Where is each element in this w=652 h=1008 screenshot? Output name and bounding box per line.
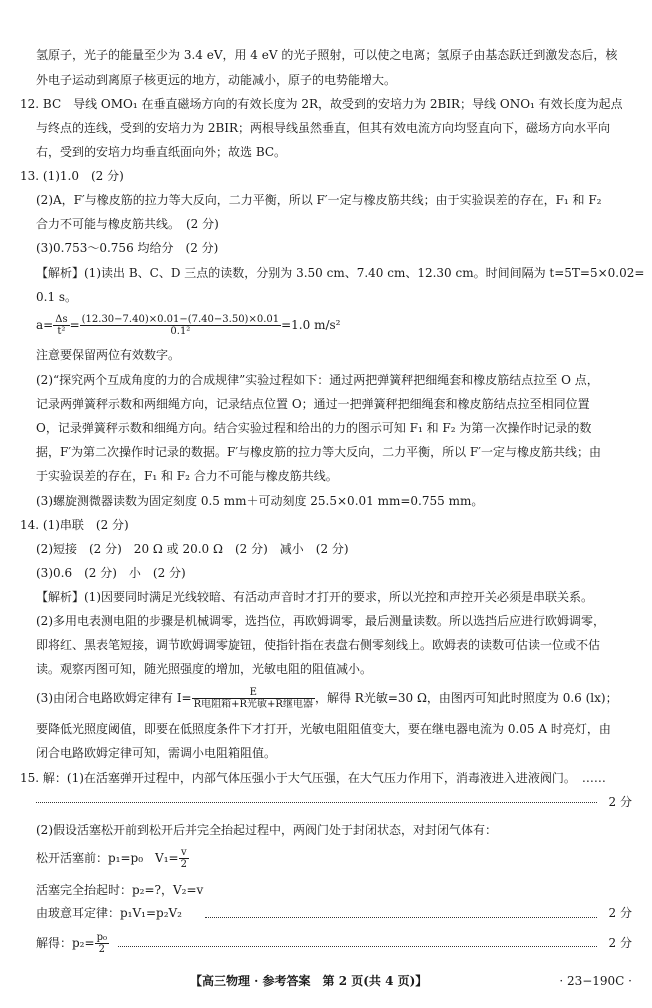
- score-label: 2 分: [608, 936, 632, 950]
- before-release-line: 松开活塞前：p₁=p₀ V₁= $\frac{v}{2}$: [36, 847, 187, 870]
- text-line: O，记录弹簧秤示数和细绳方向。结合实验过程和给出的力的图示可知 F₁ 和 F₂ 为第一次操作时记录的数: [36, 421, 592, 435]
- analysis-line: 【解析】(1)因要同时满足光线较暗、有活动声音时才打开的要求，所以光控和声控开关必须是串联关系。: [36, 590, 594, 604]
- dotted-leader: [205, 917, 597, 918]
- text-line: 右，受到的安培力均垂直纸面向外；故选 BC。: [36, 145, 287, 159]
- solution-line: 解得：p₂= $\frac{\text{p₀}}{2}$: [36, 932, 107, 955]
- text-line: (3)螺旋测微器读数为固定刻度 0.5 mm＋可动刻度 25.5×0.01 mm=0.755 mm。: [36, 494, 484, 508]
- question-13-line: 13. (1)1.0 (2 分): [20, 169, 124, 183]
- score-label: 2 分: [608, 906, 632, 920]
- fraction: $\frac{v}{2}$: [180, 847, 187, 870]
- text-line: 氢原子，光子的能量至少为 3.4 eV，用 4 eV 的光子照射，可以使之电离；氢原子由基态跃迁到激发态后，核: [36, 48, 618, 62]
- acceleration-formula: a= $\frac{\Delta s}{\text{t²}}$ = $\frac{(12.30-7.40)\times 0.01-(7.40-3.50)\times 0.01}{\text{0.1²}}$ =1.0 m/s²: [36, 314, 341, 337]
- score-label: 2 分: [608, 795, 632, 809]
- text-line: (2)多用电表测电阻的步骤是机械调零，选挡位，再欧姆调零，最后测量读数。所以选挡后应进行欧姆调零，: [36, 614, 606, 628]
- text-line: 与终点的连线，受到的安培力为 2BIR；两根导线虽然垂直，但其有效电流方向均竖直向下，磁场方向水平向: [36, 121, 611, 135]
- text-line: (2)A，F′与橡皮筋的拉力等大反向，二力平衡，所以 F′一定与橡皮筋共线；由于实验误差的存在，F₁ 和 F₂: [36, 193, 602, 207]
- text-line: 0.1 s。: [36, 290, 78, 304]
- text-line: 注意要保留两位有效数字。: [36, 348, 181, 362]
- text-line: 于实验误差的存在，F₁ 和 F₂ 合力不可能与橡皮筋共线。: [36, 469, 338, 483]
- footer-title: 【高三物理 · 参考答案 第 2 页(共 4 页)】: [190, 974, 428, 988]
- ohm-law-formula: (3)由闭合电路欧姆定律有 I= $\frac{E}{\text{R电阻箱+R光敏+R继电器}}$ ，解得 R光敏=30 Ω，由图丙可知此时照度为 0.6 (lx)；: [36, 687, 618, 710]
- text-line: (2)假设活塞松开前到松开后并完全抬起过程中，两阀门处于封闭状态，对封闭气体有：: [36, 823, 498, 837]
- text-line: 外电子运动到离原子核更远的地方，动能减小，原子的电势能增大。: [36, 73, 397, 87]
- dotted-leader: [36, 802, 597, 803]
- text-line: 合力不可能与橡皮筋共线。 (2 分): [36, 217, 219, 231]
- fraction: $\frac{(12.30-7.40)\times 0.01-(7.40-3.50)\times 0.01}{\text{0.1²}}$: [81, 314, 280, 337]
- text-line: 活塞完全抬起时：p₂=?，V₂=v: [36, 883, 204, 897]
- text-line: (2)短接 (2 分) 20 Ω 或 20.0 Ω (2 分) 减小 (2 分): [36, 542, 349, 556]
- text-line: (2)“探究两个互成角度的力的合成规律”实验过程如下：通过两把弹簧秤把细绳套和橡皮筋结点拉至 O 点，: [36, 373, 599, 387]
- text-line: 读。观察丙图可知，随光照强度的增加，光敏电阻的阻值减小。: [36, 662, 373, 676]
- question-15-line: 15. 解：(1)在活塞弹开过程中，内部气体压强小于大气压强，在大气压力作用下，消毒液进入进液阀门。 ……: [20, 771, 606, 785]
- boyle-law-line: 由玻意耳定律：p₁V₁=p₂V₂: [36, 906, 182, 920]
- text-line: 要降低光照度阈值，即要在低照度条件下才打开，光敏电阻阻值变大，要在继电器电流为 0.05 A 时亮灯，由: [36, 722, 611, 736]
- text-line: 即将红、黑表笔短接，调节欧姆调零旋钮，使指针指在表盘右侧零刻线上。欧姆表的读数可估读一位或不估: [36, 638, 601, 652]
- text-line: 闭合电路欧姆定律可知，需调小电阻箱阻值。: [36, 746, 277, 760]
- fraction: $\frac{E}{\text{R电阻箱+R光敏+R继电器}}$: [193, 687, 313, 710]
- footer-code: · 23−190C ·: [559, 974, 632, 988]
- text-line: (3)0.753～0.756 均给分 (2 分): [36, 241, 219, 255]
- question-12-line: 12. BC 导线 OMO₁ 在垂直磁场方向的有效长度为 2R，故受到的安培力为 2BIR；导线 ONO₁ 有效长度为起点: [20, 97, 623, 111]
- text-line: 据，F′为第二次操作时记录的数据。F′与橡皮筋的拉力等大反向，二力平衡，所以 F′一定与橡皮筋共线；由: [36, 445, 601, 459]
- fraction: $\frac{\Delta s}{\text{t²}}$: [55, 314, 68, 337]
- text-line: (3)0.6 (2 分) 小 (2 分): [36, 566, 186, 580]
- fraction: $\frac{\text{p₀}}{2}$: [96, 932, 107, 955]
- text-line: 记录两弹簧秤示数和两细绳方向，记录结点位置 O；通过一把弹簧秤把细绳套和橡皮筋结点拉至相同位置: [36, 397, 590, 411]
- dotted-leader: [118, 946, 597, 947]
- question-14-line: 14. (1)串联 (2 分): [20, 518, 129, 532]
- analysis-line: 【解析】(1)读出 B、C、D 三点的读数，分别为 3.50 cm、7.40 cm、12.30 cm。时间间隔为 t=5T=5×0.02=: [36, 266, 645, 280]
